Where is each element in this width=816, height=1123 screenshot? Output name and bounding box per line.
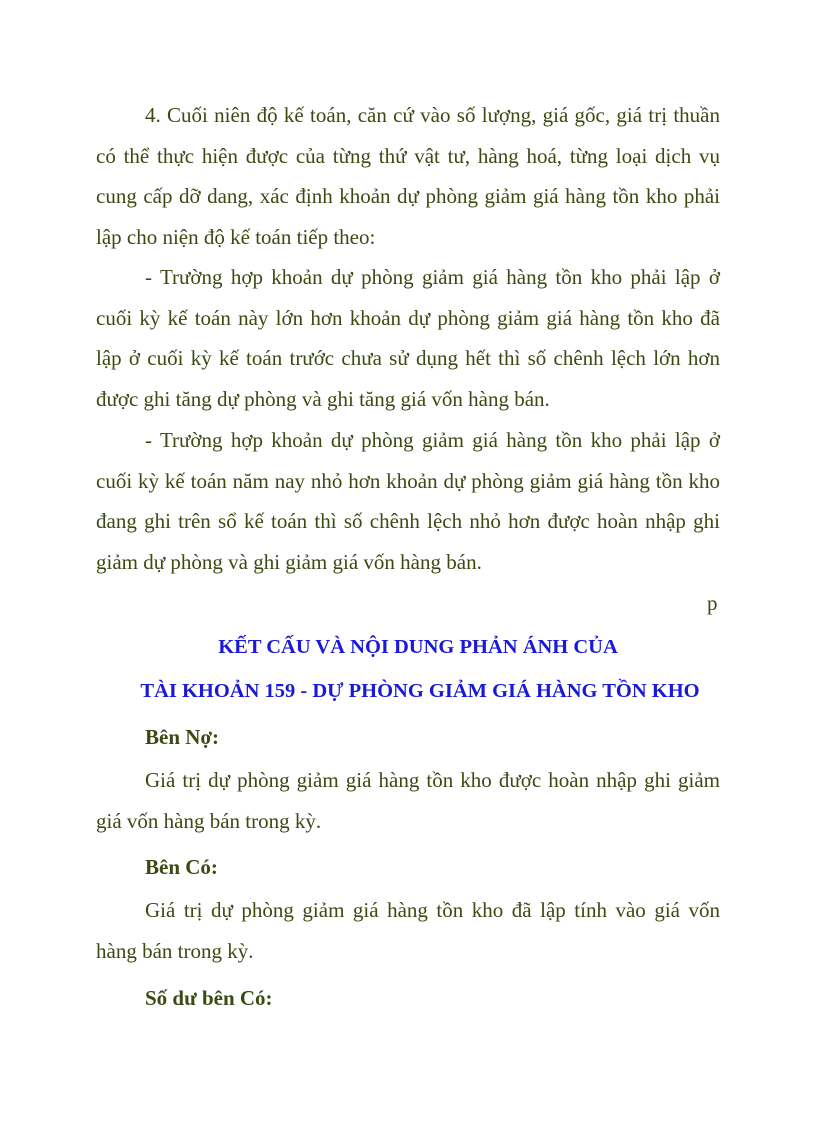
debit-side-label: Bên Nợ: bbox=[145, 725, 220, 749]
section-heading-line-1: KẾT CẤU VÀ NỘI DUNG PHẢN ÁNH CỦA bbox=[218, 636, 618, 658]
section-heading-line-2: TÀI KHOẢN 159 - DỰ PHÒNG GIẢM GIÁ HÀNG TỒN KHO bbox=[140, 680, 700, 702]
debit-side-text: Giá trị dự phòng giảm giá hàng tồn kho được hoàn nhập ghi giảm giá vốn hàng bán trong kỳ. bbox=[96, 768, 720, 833]
credit-balance-label: Số dư bên Có: bbox=[145, 986, 273, 1010]
paragraph-year-end-provision: 4. Cuối niên độ kế toán, căn cứ vào số lượng, giá gốc, giá trị thuần có thể thực hiện được của từng thứ vật tư, hàng hoá, từng loại dịch vụ cung cấp dỡ dang, xác định khoản dự phòng giảm giá hàng tồn kho phải lập cho niện độ kế toán tiếp theo: bbox=[96, 103, 720, 249]
credit-side-text: Giá trị dự phòng giảm giá hàng tồn kho đã lập tính vào giá vốn hàng bán trong kỳ. bbox=[96, 898, 720, 963]
page-marker: p bbox=[707, 591, 718, 615]
paragraph-case-decrease: - Trường hợp khoản dự phòng giảm giá hàng tồn kho phải lập ở cuối kỳ kế toán năm nay nhỏ hơn khoản dự phòng giảm giá hàng tồn kho đang ghi trên sổ kế toán thì số chênh lệch nhỏ hơn được hoàn nhập ghi giảm dự phòng và ghi giảm giá vốn hàng bán. bbox=[96, 428, 720, 574]
credit-side-label: Bên Có: bbox=[145, 855, 218, 879]
paragraph-case-increase: - Trường hợp khoản dự phòng giảm giá hàng tồn kho phải lập ở cuối kỳ kế toán này lớn hơn khoản dự phòng giảm giá hàng tồn kho đã lập ở cuối kỳ kế toán trước chưa sử dụng hết thì số chênh lệch lớn hơn được ghi tăng dự phòng và ghi tăng giá vốn hàng bán. bbox=[96, 265, 720, 411]
